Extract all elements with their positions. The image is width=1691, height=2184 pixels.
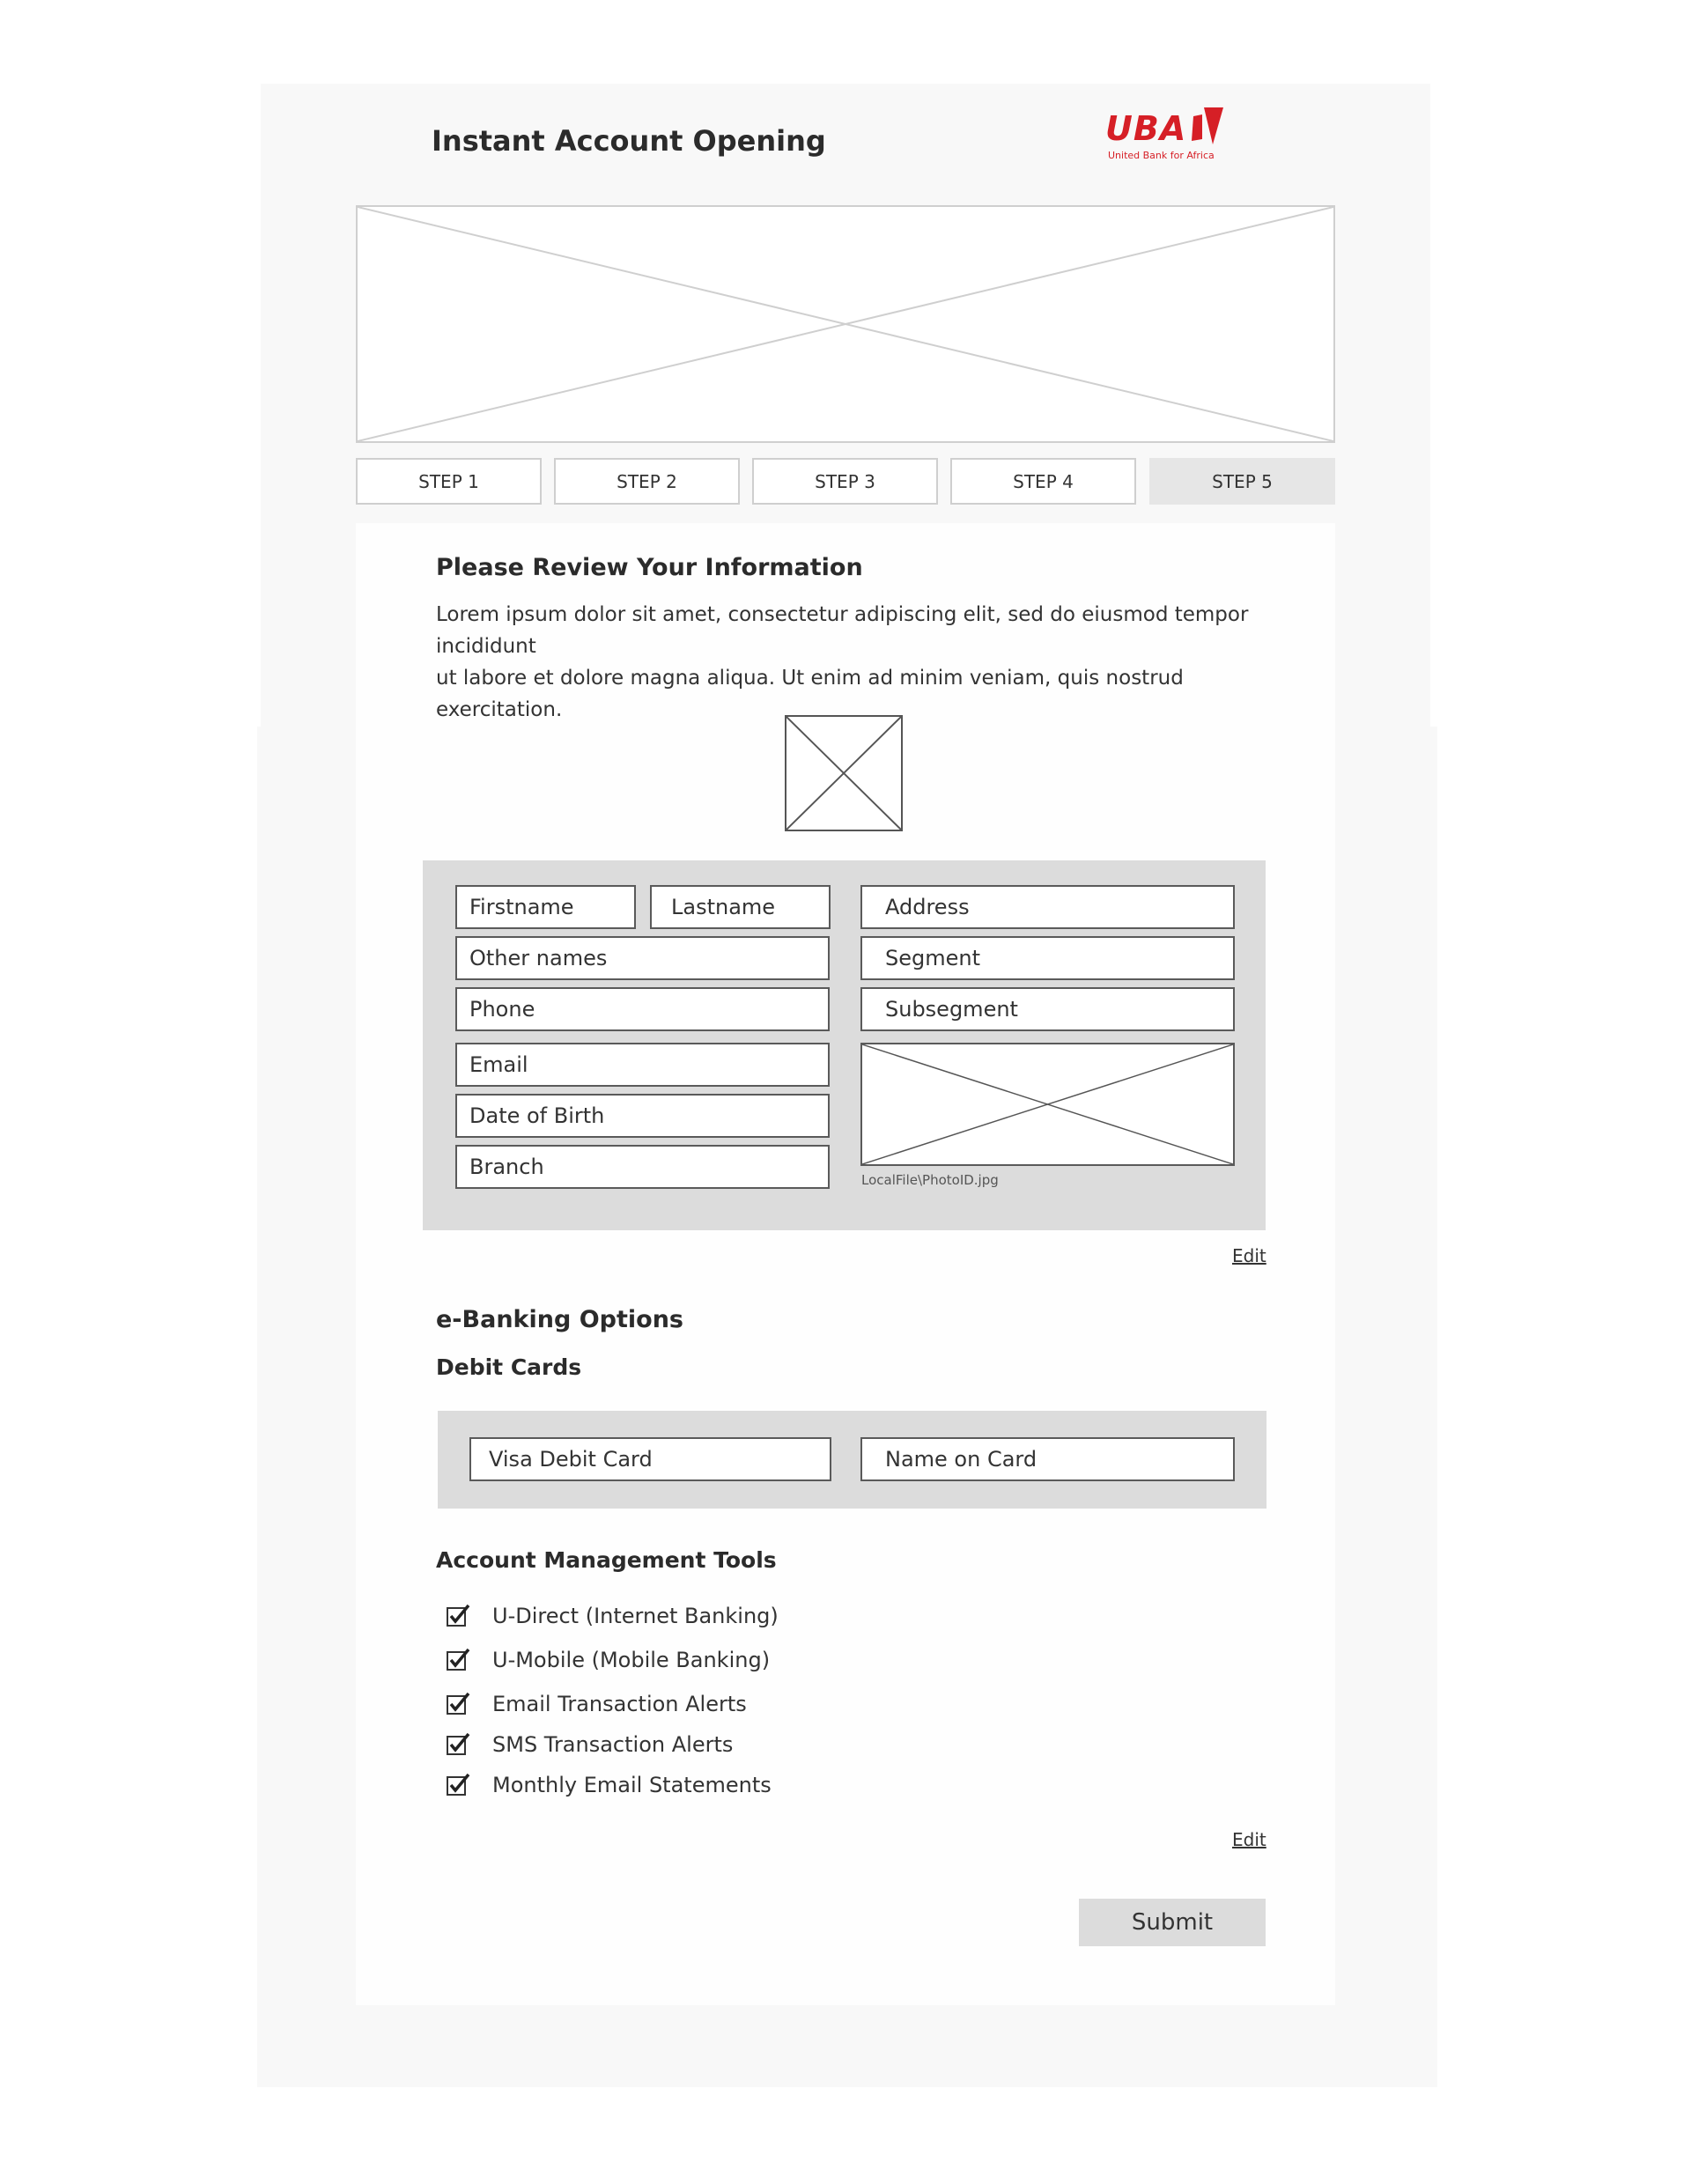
step-5-tab[interactable]: STEP 5: [1149, 458, 1335, 505]
image-placeholder-icon: [358, 207, 1333, 441]
step-4-tab[interactable]: STEP 4: [950, 458, 1136, 505]
subsegment-field[interactable]: Subsegment: [860, 987, 1235, 1031]
checkbox-checked-icon[interactable]: [445, 1647, 471, 1673]
branch-field[interactable]: Branch: [455, 1145, 830, 1189]
checkbox-checked-icon[interactable]: [445, 1691, 471, 1717]
review-description-line-1: Lorem ipsum dolor sit amet, consectetur adipiscing elit, sed do eiusmod tempor incididunt: [436, 603, 1249, 658]
photo-id-filename: LocalFile\PhotoID.jpg: [861, 1172, 999, 1188]
step-2-tab[interactable]: STEP 2: [554, 458, 740, 505]
tool-option-u-direct[interactable]: [445, 1598, 779, 1634]
phone-field[interactable]: Phone: [455, 987, 830, 1031]
step-1-tab[interactable]: STEP 1: [356, 458, 542, 505]
firstname-field[interactable]: Firstname: [455, 885, 636, 929]
tool-option-monthly-statements[interactable]: [445, 1767, 772, 1803]
photo-id-placeholder: [860, 1043, 1235, 1166]
image-placeholder-icon: [786, 717, 901, 830]
checkbox-checked-icon[interactable]: [445, 1772, 471, 1798]
tool-option-u-mobile[interactable]: [445, 1642, 770, 1678]
debit-cards-heading: Debit Cards: [436, 1354, 582, 1380]
address-field[interactable]: Address: [860, 885, 1235, 929]
ebanking-heading: e-Banking Options: [436, 1306, 683, 1333]
checkbox-checked-icon[interactable]: [445, 1731, 471, 1758]
review-description: [436, 599, 1281, 726]
uba-logo: [1105, 104, 1224, 167]
logo-mark-icon: [1190, 106, 1225, 146]
logo-tagline: United Bank for Africa: [1108, 150, 1215, 161]
tool-option-label: SMS Transaction Alerts: [492, 1732, 734, 1757]
date-of-birth-field[interactable]: Date of Birth: [455, 1094, 830, 1138]
email-field[interactable]: Email: [455, 1043, 830, 1087]
tool-option-email-alerts[interactable]: [445, 1686, 747, 1722]
logo-wordmark: UBA: [1105, 109, 1187, 148]
review-heading: Please Review Your Information: [436, 554, 863, 581]
other-names-field[interactable]: Other names: [455, 936, 830, 980]
checkbox-checked-icon[interactable]: [445, 1603, 471, 1629]
segment-field[interactable]: Segment: [860, 936, 1235, 980]
name-on-card-field[interactable]: Name on Card: [860, 1437, 1235, 1481]
tool-option-sms-alerts[interactable]: [445, 1727, 733, 1762]
edit-personal-info-link[interactable]: Edit: [1232, 1245, 1266, 1266]
tool-option-label: Email Transaction Alerts: [492, 1692, 747, 1716]
image-placeholder-icon: [862, 1044, 1233, 1164]
profile-photo-placeholder: [785, 715, 903, 831]
account-tools-heading: Account Management Tools: [436, 1547, 777, 1573]
hero-image-placeholder: [356, 205, 1335, 443]
tool-option-label: U-Direct (Internet Banking): [492, 1604, 779, 1628]
step-3-tab[interactable]: STEP 3: [752, 458, 938, 505]
lastname-field[interactable]: Lastname: [650, 885, 831, 929]
tool-option-label: U-Mobile (Mobile Banking): [492, 1648, 771, 1672]
submit-button[interactable]: Submit: [1079, 1899, 1266, 1946]
card-type-field[interactable]: Visa Debit Card: [469, 1437, 831, 1481]
page-title: Instant Account Opening: [432, 124, 826, 158]
tool-option-label: Monthly Email Statements: [492, 1773, 772, 1797]
edit-ebanking-link[interactable]: Edit: [1232, 1829, 1266, 1850]
review-description-line-2: ut labore et dolore magna aliqua. Ut enim ad minim veniam, quis nostrud exercitation.: [436, 667, 1184, 721]
